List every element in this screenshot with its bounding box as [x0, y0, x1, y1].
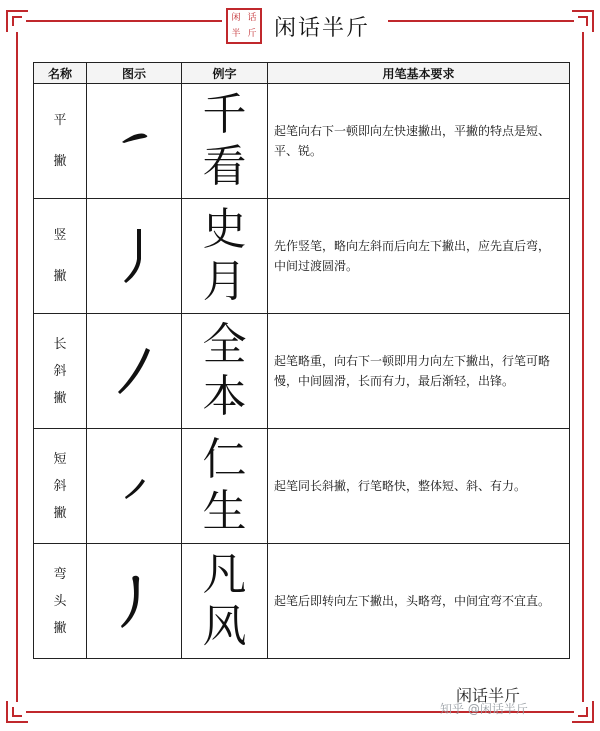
table-header-row [34, 63, 570, 84]
frame-corner-bottom-left [6, 701, 28, 723]
frame-right-line [582, 32, 584, 702]
frame-left-line [16, 32, 18, 702]
requirement-cell: 起笔略重，向右下一顿即用力向左下撇出，行笔可略慢，中间圆滑，长而有力，最后渐轻，出锋。 [268, 314, 570, 429]
short-slant-pie-stroke-icon [104, 461, 164, 511]
example-chars-cell: 千 看 [182, 84, 268, 199]
curved-head-pie-stroke-icon [104, 566, 164, 636]
example-chars-cell: 史 月 [182, 199, 268, 314]
stroke-diagram-cell [87, 199, 182, 314]
stroke-diagram-cell [87, 429, 182, 544]
col-header-name: 名称 [34, 63, 87, 84]
zhihu-watermark: 知乎 @闲话半斤 [440, 702, 528, 716]
stroke-table [33, 62, 570, 659]
col-header-diagram: 图示 [87, 63, 182, 84]
col-header-example: 例字 [182, 63, 268, 84]
footer-signature: 闲话半斤 [456, 686, 521, 705]
stroke-diagram-cell [87, 314, 182, 429]
table-row [34, 314, 570, 429]
col-header-requirement: 用笔基本要求 [268, 63, 570, 84]
example-chars-cell: 凡 风 [182, 544, 268, 659]
requirement-cell: 起笔后即转向左下撇出，头略弯，中间宜弯不宜直。 [268, 544, 570, 659]
long-slant-pie-stroke-icon [104, 336, 164, 406]
table-row [34, 544, 570, 659]
table-row [34, 429, 570, 544]
seal-stamp: 闲 话 半 斤 [226, 8, 262, 44]
stroke-name-cell: 弯 头 撇 [34, 544, 87, 659]
example-chars-cell: 仁 生 [182, 429, 268, 544]
vertical-pie-stroke-icon [104, 221, 164, 291]
page-title: 闲话半斤 [270, 11, 374, 42]
stroke-diagram-cell [87, 84, 182, 199]
frame-corner-bottom-right [572, 701, 594, 723]
flat-pie-stroke-icon [104, 111, 164, 171]
table-row [34, 199, 570, 314]
stroke-name-cell: 短 斜 撇 [34, 429, 87, 544]
stroke-name-cell: 长 斜 撇 [34, 314, 87, 429]
table-row [34, 84, 570, 199]
example-chars-cell: 全 本 [182, 314, 268, 429]
stroke-diagram-cell [87, 544, 182, 659]
stroke-name-cell: 竖 撇 [34, 199, 87, 314]
page-header [0, 4, 600, 48]
requirement-cell: 起笔同长斜撇，行笔略快，整体短、斜、有力。 [268, 429, 570, 544]
stroke-name-cell: 平 撇 [34, 84, 87, 199]
requirement-cell: 先作竖笔，略向左斜而后向左下撇出，应先直后弯，中间过渡圆滑。 [268, 199, 570, 314]
requirement-cell: 起笔向右下一顿即向左快速撇出，平撇的特点是短、平、锐。 [268, 84, 570, 199]
